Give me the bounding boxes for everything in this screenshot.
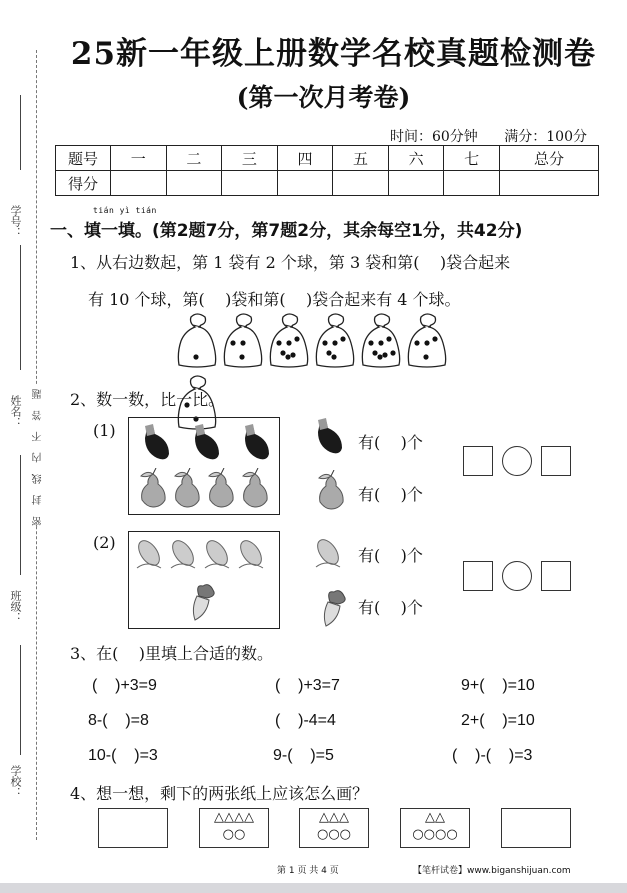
- seal-line-notice: 密 封 线 内 不 答 题: [33, 385, 44, 527]
- student-no-label: 学号：: [9, 205, 22, 238]
- cell-header: 七: [444, 146, 500, 171]
- school-label: 学校：: [9, 765, 22, 798]
- triangles: △△△△: [214, 810, 254, 825]
- section-title: 填一填: [84, 221, 135, 241]
- eggplant-icon: [139, 424, 173, 466]
- corn-icon: [312, 537, 344, 575]
- cell-header: 四: [277, 146, 333, 171]
- margin-solid-line-4: [20, 645, 21, 755]
- circles: ○○: [222, 827, 246, 842]
- score-cell[interactable]: [111, 171, 167, 196]
- ball-bag-icon: [313, 313, 356, 371]
- compare-square-left[interactable]: [463, 561, 493, 591]
- pattern-card: [400, 808, 470, 848]
- eggplant-icon: [239, 424, 273, 466]
- margin-solid-line-2: [20, 245, 21, 370]
- equation[interactable]: 9+( )=10: [461, 677, 535, 694]
- q1-line2: 有 10 个球，第( )袋和第( )袋合起来有 4 个球。: [88, 290, 461, 309]
- compare-boxes-1: [463, 446, 571, 476]
- q2-part1-label: (1): [93, 421, 116, 440]
- margin-solid-line-3: [20, 455, 21, 575]
- exam-meta: [368, 126, 587, 146]
- eggplant-icon: [189, 424, 223, 466]
- pear-icon: [239, 468, 271, 512]
- corn-radish-frame: [128, 531, 280, 629]
- equation[interactable]: ( )-4=4: [275, 712, 336, 729]
- page-title: 25新一年级上册数学名校真题检测卷: [70, 36, 597, 72]
- score-table: [55, 145, 599, 196]
- pattern-card: [299, 808, 369, 848]
- time-label: 时间：60分钟: [389, 129, 478, 145]
- score-cell[interactable]: [388, 171, 444, 196]
- cell-header: 总分: [500, 146, 599, 171]
- pear-count-answer[interactable]: 有( )个: [358, 485, 423, 504]
- corn-icon: [201, 538, 233, 576]
- ball-bag-icon: [359, 313, 402, 371]
- equation[interactable]: 9-( )=5: [273, 747, 334, 764]
- full-score-label: 满分：100分: [504, 129, 587, 145]
- compare-square-right[interactable]: [541, 561, 571, 591]
- q4-title: 4、想一想，剩下的两张纸上应该怎么画？: [70, 784, 369, 803]
- cell-header: 六: [388, 146, 444, 171]
- score-table-score-row: [56, 171, 599, 196]
- pear-icon: [137, 468, 169, 512]
- bottom-bar: [0, 883, 627, 893]
- eggplant-count-answer[interactable]: 有( )个: [358, 433, 423, 452]
- pear-icon: [171, 468, 203, 512]
- q1-line1: 1、从右边数起，第 1 袋有 2 个球，第 3 袋和第( )袋合起来: [70, 253, 511, 272]
- score-cell[interactable]: [333, 171, 389, 196]
- compare-circle[interactable]: [502, 446, 532, 476]
- section-heading: [50, 216, 522, 241]
- equation[interactable]: ( )-( )=3: [452, 747, 533, 764]
- pear-icon: [205, 468, 237, 512]
- bags-illustration: [175, 313, 495, 373]
- compare-square-left[interactable]: [463, 446, 493, 476]
- corn-icon: [235, 538, 267, 576]
- corn-count-answer[interactable]: 有( )个: [358, 546, 423, 565]
- cell-header: 五: [333, 146, 389, 171]
- eggplant-icon: [312, 418, 346, 460]
- equation[interactable]: 10-( )=3: [88, 747, 158, 764]
- pattern-card-blank[interactable]: [98, 808, 168, 848]
- source-watermark: 【笔杆试卷】www.biganshijuan.com: [413, 866, 571, 876]
- compare-boxes-2: [463, 561, 571, 591]
- radish-icon: [187, 582, 217, 626]
- q2-title: 2、数一数，比一比。: [70, 390, 225, 409]
- score-cell[interactable]: [166, 171, 222, 196]
- section-scoring: 。(第2题7分，第7题2分，其余每空1分，共42分): [135, 221, 523, 241]
- cell-header: 一: [111, 146, 167, 171]
- circles: ○○○○: [412, 827, 458, 842]
- equation[interactable]: 2+( )=10: [461, 712, 535, 729]
- score-table-header-row: [56, 146, 599, 171]
- radish-icon: [318, 588, 348, 632]
- equation[interactable]: ( )+3=9: [92, 677, 157, 694]
- circles: ○○○: [316, 827, 352, 842]
- ball-bag-icon: [221, 313, 264, 371]
- radish-count-answer[interactable]: 有( )个: [358, 598, 423, 617]
- equation[interactable]: 8-( )=8: [88, 712, 149, 729]
- section-number: 一、: [50, 221, 84, 241]
- cell-header: 三: [222, 146, 278, 171]
- score-row-label: 得分: [56, 171, 111, 196]
- q3-title: 3、在( )里填上合适的数。: [70, 644, 274, 663]
- equation[interactable]: ( )+3=7: [275, 677, 340, 694]
- score-cell[interactable]: [222, 171, 278, 196]
- corn-icon: [167, 538, 199, 576]
- pattern-card-blank[interactable]: [501, 808, 571, 848]
- triangles: △△△: [319, 810, 349, 825]
- corn-icon: [133, 538, 165, 576]
- name-label: 姓名：: [9, 395, 22, 428]
- pattern-card: [199, 808, 269, 848]
- compare-circle[interactable]: [502, 561, 532, 591]
- score-cell[interactable]: [500, 171, 599, 196]
- ball-bag-icon: [405, 313, 448, 371]
- cell-header: 二: [166, 146, 222, 171]
- cell-header: 题号: [56, 146, 111, 171]
- ball-bag-icon: [267, 313, 310, 371]
- triangles: △△: [425, 810, 445, 825]
- q2-part2-label: (2): [93, 533, 116, 552]
- page-number: 第 1 页 共 4 页: [277, 866, 339, 876]
- score-cell[interactable]: [444, 171, 500, 196]
- ball-bag-icon: [175, 313, 218, 371]
- pinyin-annotation: tián yì tián: [93, 206, 157, 215]
- compare-square-right[interactable]: [541, 446, 571, 476]
- page-subtitle: (第一次月考卷): [236, 83, 411, 112]
- score-cell[interactable]: [277, 171, 333, 196]
- eggplant-pear-frame: [128, 417, 280, 515]
- pear-icon: [315, 470, 347, 514]
- class-label: 班级：: [9, 590, 22, 623]
